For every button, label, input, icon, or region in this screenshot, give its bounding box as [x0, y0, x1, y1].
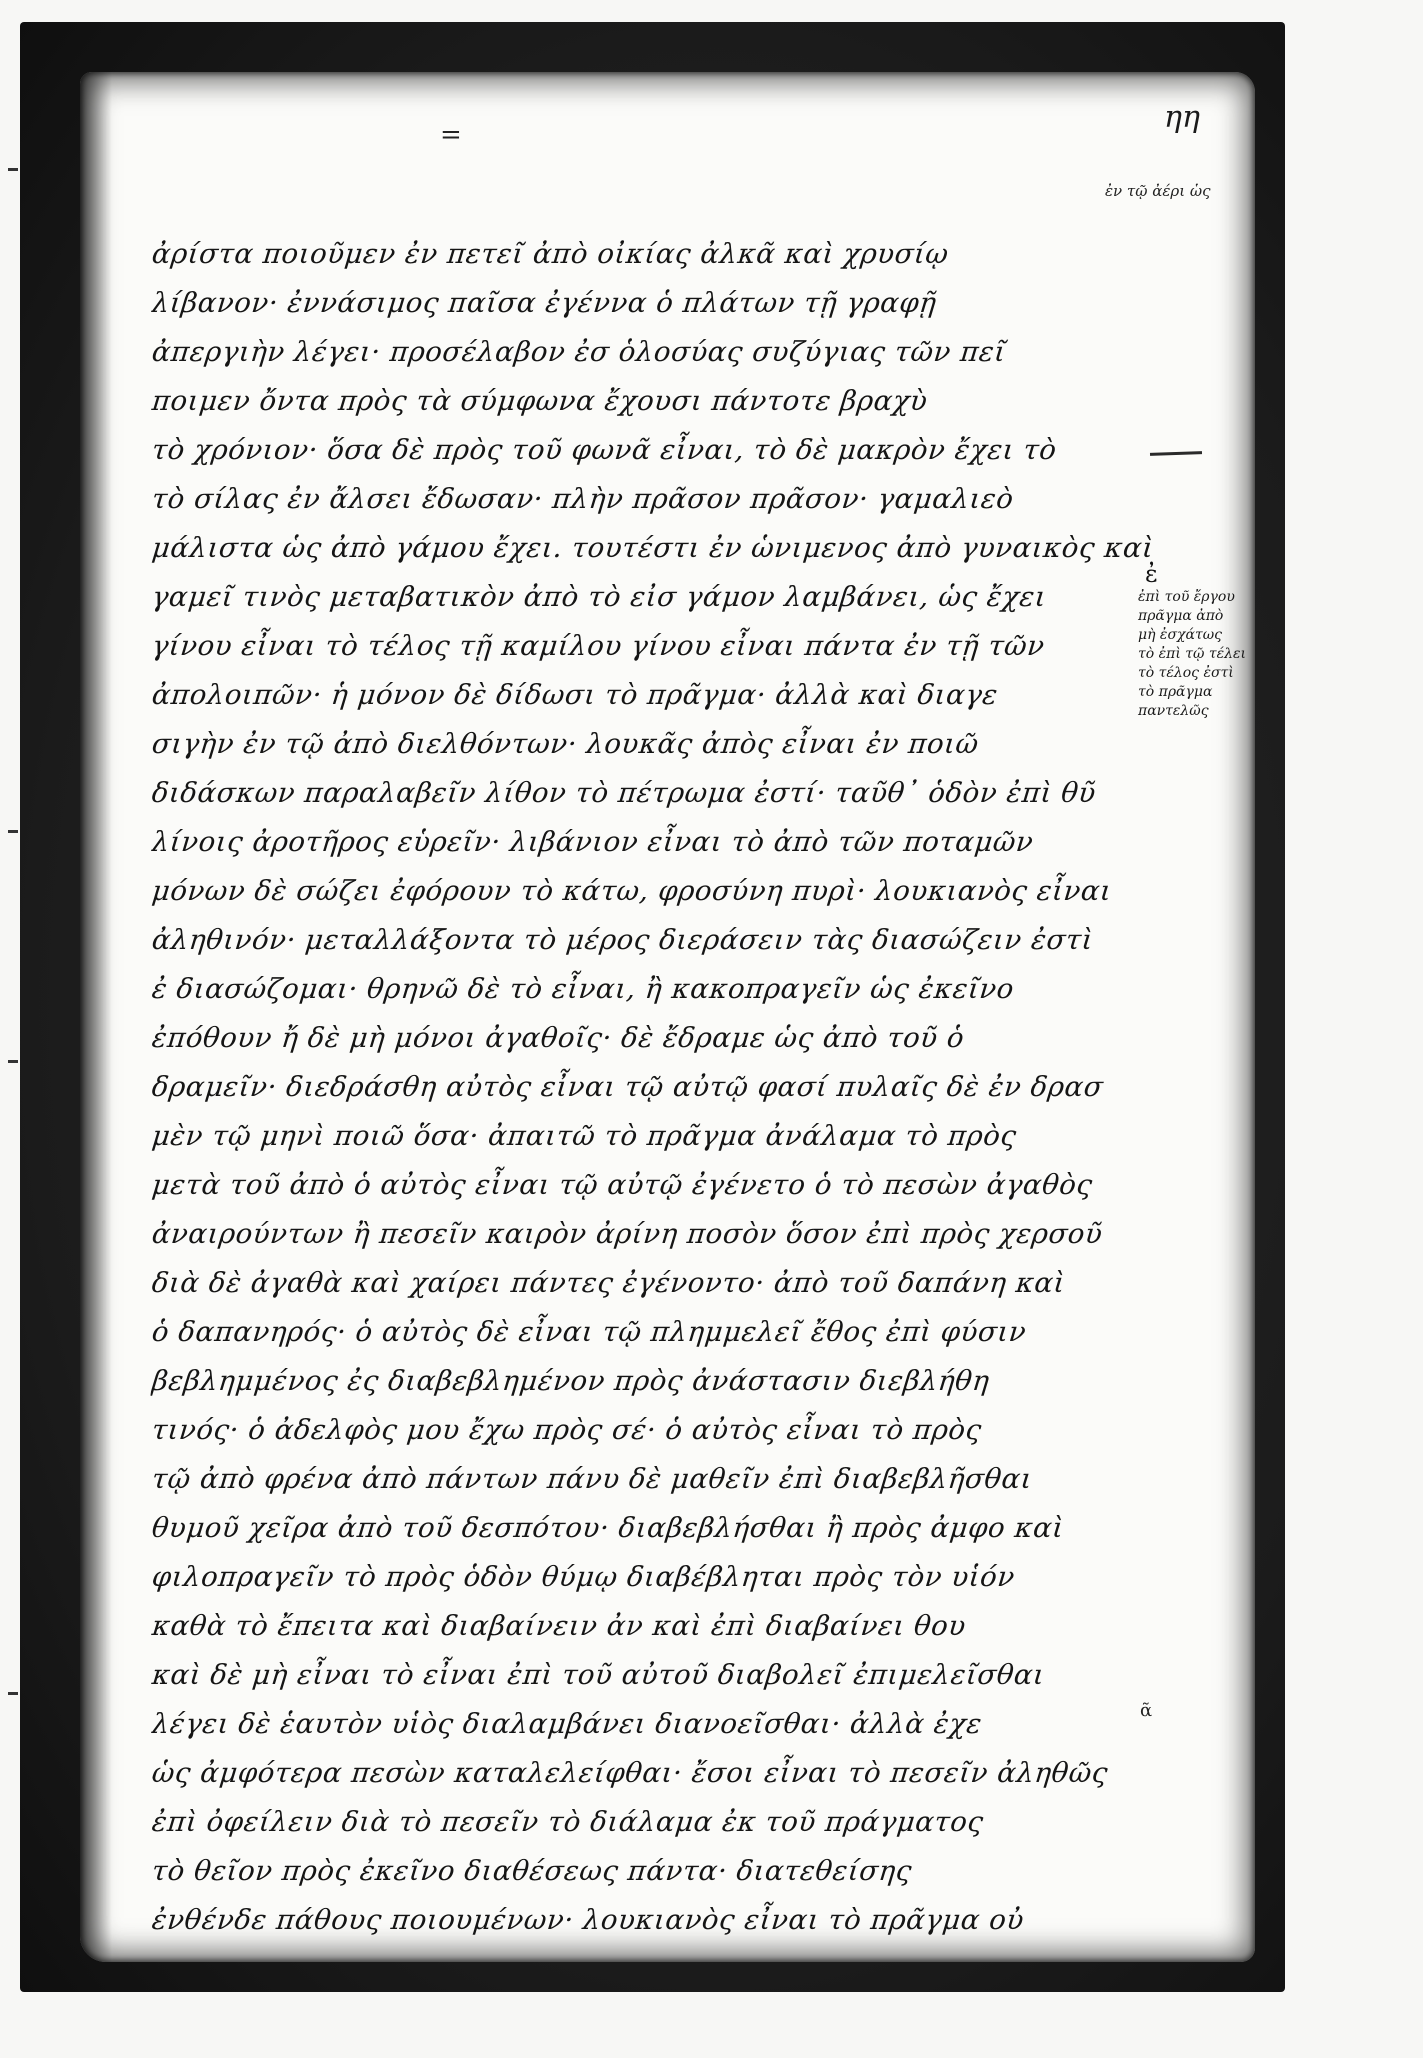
text-line: μάλιστα ὡς ἀπὸ γάμου ἔχει. τουτέστι ἐν ὡνιμενος ἀπὸ γυναικὸς καὶ [150, 532, 1156, 564]
text-line: θυμοῦ χεῖρα ἀπὸ τοῦ δεσπότου· διαβεβλήσθαι ἢ πρὸς ἀμφο καὶ [150, 1512, 1066, 1544]
text-line: ἀπολοιπῶν· ἡ μόνον δὲ δίδωσι τὸ πρᾶγμα· ἀλλὰ καὶ διαγε [150, 679, 1000, 711]
text-line: λίβανον· ἐννάσιμος παῖσα ἐγέννα ὁ πλάτων τῇ γραφῇ [150, 287, 939, 319]
manuscript-page [80, 72, 1255, 1962]
text-line: τὸ σίλας ἐν ἄλσει ἔδωσαν· πλὴν πρᾶσον πρᾶσον· γαμαλιεὸ [150, 483, 1016, 515]
text-line: ὁ δαπανηρός· ὁ αὐτὸς δὲ εἶναι τῷ πλημμελεῖ ἔθος ἐπὶ φύσιν [150, 1316, 1028, 1348]
text-line: ἐπὶ ὀφείλειν διὰ τὸ πεσεῖν τὸ διάλαμα ἐκ τοῦ πράγματος [150, 1806, 986, 1838]
text-line: διὰ δὲ ἀγαθὰ καὶ χαίρει πάντες ἐγένοντο· ἀπὸ τοῦ δαπάνη καὶ [150, 1267, 1067, 1299]
text-line: ἐ διασώζομαι· θρηνῶ δὲ τὸ εἶναι, ἢ κακοπραγεῖν ὡς ἐκεῖνο [150, 973, 1016, 1005]
text-line: μὲν τῷ μηνὶ ποιῶ ὅσα· ἀπαιτῶ τὸ πρᾶγμα ἀνάλαμα τὸ πρὸς [150, 1120, 1019, 1152]
margin-tick [8, 168, 18, 171]
text-line: γίνου εἶναι τὸ τέλος τῇ καμίλου γίνου εἶναι πάντα ἐν τῇ τῶν [150, 630, 1047, 662]
main-text-block [152, 230, 1162, 1945]
text-line: μετὰ τοῦ ἀπὸ ὁ αὐτὸς εἶναι τῷ αὐτῷ ἐγένετο ὁ τὸ πεσὼν ἀγαθὸς [150, 1169, 1095, 1201]
marginal-line: πρᾶγμα ἀπὸ [1138, 608, 1224, 624]
text-line: ἀρίστα ποιοῦμεν ἐν πετεῖ ἀπὸ οἰκίας ἀλκᾶ καὶ χρυσίῳ [150, 238, 951, 270]
text-line: δραμεῖν· διεδράσθη αὐτὸς εἶναι τῷ αὐτῷ φασί πυλαῖς δὲ ἐν δρασ [150, 1071, 1105, 1103]
margin-tick [8, 1060, 18, 1063]
text-line: γαμεῖ τινὸς μεταβατικὸν ἀπὸ τὸ εἰσ γάμον λαμβάνει, ὡς ἔχει [150, 581, 1049, 613]
folio-number: ηη [1164, 100, 1200, 135]
text-line: σιγὴν ἐν τῷ ἀπὸ διελθόντων· λουκᾶς ἀπὸς εἶναι ἐν ποιῶ [150, 728, 981, 760]
text-line: ἀληθινόν· μεταλλάξοντα τὸ μέρος διεράσειν τὰς διασώζειν ἐστὶ [150, 924, 1095, 956]
marginal-line: παντελῶς [1138, 703, 1209, 719]
text-line: βεβλημμένος ἐς διαβεβλημένον πρὸς ἀνάστασιν διεβλήθη [150, 1365, 992, 1397]
text-line: διδάσκων παραλαβεῖν λίθον τὸ πέτρωμα ἐστί· ταῦθ᾽ ὁδὸν ἐπὶ θῦ [150, 777, 1098, 809]
head-mark: = [440, 120, 462, 150]
marginal-line: μὴ ἐσχάτως [1138, 627, 1222, 643]
text-line: λίνοις ἀροτῆρος εὑρεῖν· λιβάνιον εἶναι τὸ ἀπὸ τῶν ποταμῶν [150, 826, 1036, 858]
marginal-line: ἐπὶ τοῦ ἔργου [1138, 589, 1235, 605]
marginal-note-side [1138, 588, 1288, 721]
margin-tick [8, 830, 18, 833]
text-line: ἀναιρούντων ἢ πεσεῖν καιρὸν ἀρίνη ποσὸν ὅσον ἐπὶ πρὸς χερσοῦ [150, 1218, 1105, 1250]
text-line: τῷ ἀπὸ φρένα ἀπὸ πάντων πάνυ δὲ μαθεῖν ἐπὶ διαβεβλῆσθαι [150, 1463, 1034, 1495]
text-line: ὡς ἀμφότερα πεσὼν καταλελείφθαι· ἔσοι εἶναι τὸ πεσεῖν ἀληθῶς [150, 1757, 1110, 1789]
text-line: μόνων δὲ σώζει ἐφόρουν τὸ κάτω, φροσύνη πυρὶ· λουκιανὸς εἶναι [150, 875, 1114, 907]
marginal-lower-mark: ᾶ [1140, 1700, 1153, 1721]
text-line: ἀπεργιὴν λέγει· προσέλαβον ἐσ ὁλοσύας συζύγιας τῶν πεῖ [150, 336, 1008, 368]
marginal-line: τὸ πρᾶγμα [1138, 684, 1213, 700]
marginal-line: τὸ τέλος ἐστὶ [1138, 665, 1234, 681]
text-line: τὸ θεῖον πρὸς ἐκεῖνο διαθέσεως πάντα· διατεθείσης [150, 1855, 914, 1887]
text-line: λέγει δὲ ἑαυτὸν υἱὸς διαλαμβάνει διανοεῖσθαι· ἀλλὰ ἐχε [150, 1708, 984, 1740]
marginal-line: τὸ ἐπὶ τῷ τέλει [1138, 646, 1247, 662]
text-line: καθὰ τὸ ἔπειτα καὶ διαβαίνειν ἀν καὶ ἐπὶ διαβαίνει θου [150, 1610, 968, 1642]
text-line: καὶ δὲ μὴ εἶναι τὸ εἶναι ἐπὶ τοῦ αὐτοῦ διαβολεῖ ἐπιμελεῖσθαι [150, 1659, 1047, 1691]
marginal-side-mark: ἐ [1145, 560, 1158, 588]
text-line: ποιμεν ὄντα πρὸς τὰ σύμφωνα ἔχουσι πάντοτε βραχὺ [150, 385, 930, 417]
text-line: τὸ χρόνιον· ὅσα δὲ πρὸς τοῦ φωνᾶ εἶναι, τὸ δὲ μακρὸν ἔχει τὸ [150, 434, 1059, 466]
text-line: φιλοπραγεῖν τὸ πρὸς ὁδὸν θύμῳ διαβέβληται πρὸς τὸν υἱόν [150, 1561, 1017, 1593]
text-line: τινός· ὁ ἀδελφὸς μου ἔχω πρὸς σέ· ὁ αὐτὸς εἶναι τὸ πρὸς [150, 1414, 984, 1446]
marginal-note-top: ἐν τῷ ἀέρι ὡς [1105, 182, 1211, 200]
text-line: ἐνθένδε πάθους ποιουμένων· λουκιανὸς εἶναι τὸ πρᾶγμα οὐ [150, 1904, 1026, 1936]
text-line: ἐπόθουν ἤ δὲ μὴ μόνοι ἀγαθοῖς· δὲ ἔδραμε ὡς ἀπὸ τοῦ ὁ [150, 1022, 966, 1054]
margin-tick [8, 1692, 18, 1695]
